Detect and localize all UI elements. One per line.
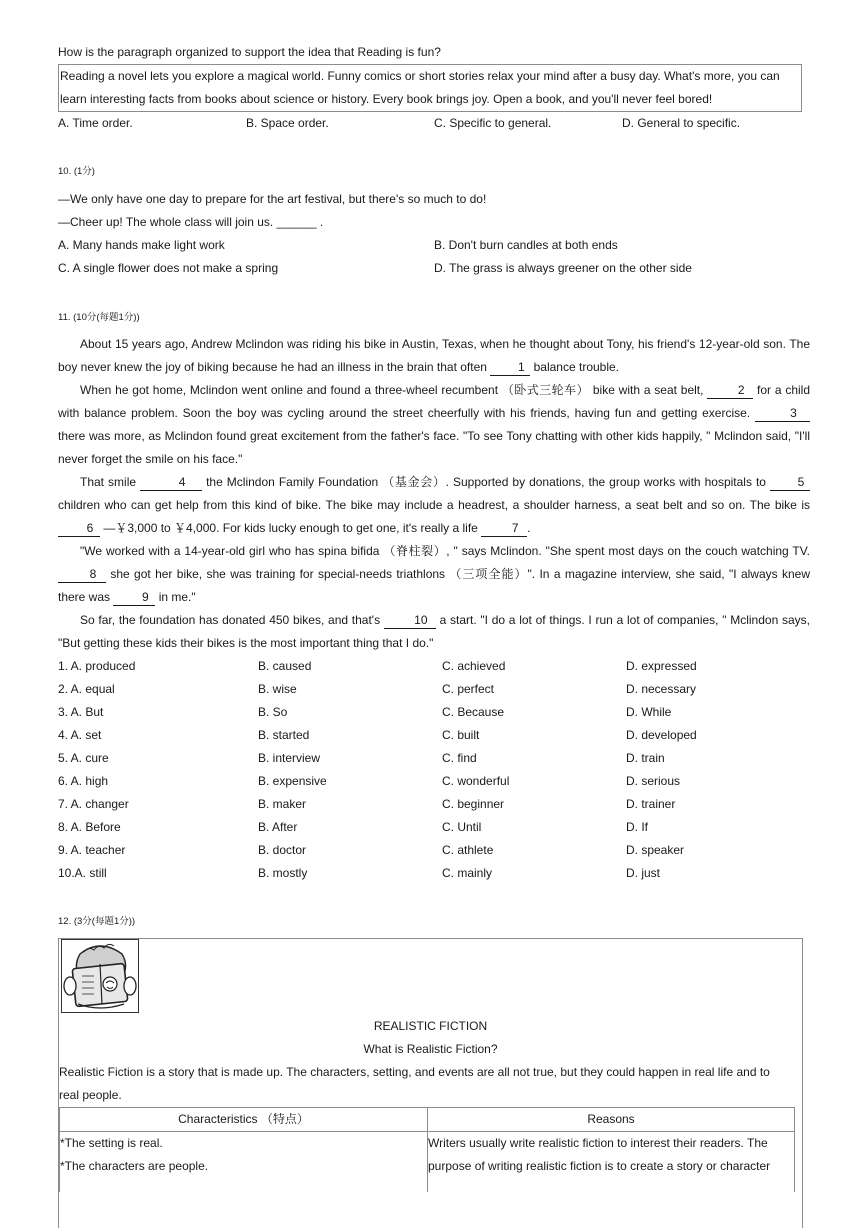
q11-option-row — [58, 770, 810, 793]
q11-text: "We worked with a 14-year-old girl who has spina bifida （脊柱裂）, " says Mclindon. "She spent most days on the couch watching TV. — [80, 544, 810, 558]
blank-10[interactable]: 10 — [384, 612, 436, 629]
q11-text: a start. "I do a lot of things. I run a lot of companies, " Mclindon says, "But getting these kids their bikes is the most important thing that I do." — [58, 613, 810, 650]
q9-option-b[interactable]: B. Space order. — [246, 116, 329, 130]
q11-item-10-option-a[interactable]: 10.A. still — [58, 866, 107, 880]
q11-item-2-option-d[interactable]: D. necessary — [626, 682, 697, 696]
q9-passage-line-1: Reading a novel lets you explore a magical world. Funny comics or short stories relax your mind after a busy day. What's more, you can — [60, 69, 780, 83]
blank-6[interactable]: 6 — [58, 520, 100, 537]
q11-item-2-option-c[interactable]: C. perfect — [442, 682, 495, 696]
q11-item-2-option-a[interactable]: 2. A. equal — [58, 682, 115, 696]
q11-item-6-option-d[interactable]: D. serious — [626, 774, 681, 788]
q12-definition-line-1: Realistic Fiction is a story that is made up. The characters, setting, and events are all not true, but they could happen in real life and to — [59, 1065, 770, 1079]
q11-item-5-option-a[interactable]: 5. A. cure — [58, 751, 109, 765]
q11-item-1-option-d[interactable]: D. expressed — [626, 659, 697, 673]
q11-item-8-option-c[interactable]: C. Until — [442, 820, 482, 834]
q11-option-row — [58, 747, 810, 770]
q11-item-7-option-b[interactable]: B. maker — [258, 797, 307, 811]
q11-item-5-option-c[interactable]: C. find — [442, 751, 477, 765]
q12-number: 12. (3分(每题1分)) — [58, 916, 136, 927]
q11-item-10-option-b[interactable]: B. mostly — [258, 866, 308, 880]
table-header-characteristics: Characteristics （特点） — [60, 1108, 428, 1132]
q11-text: When he got home, Mclindon went online and found a three-wheel recumbent （卧式三轮车） bike with a seat belt, — [80, 383, 708, 397]
q11-item-10-option-c[interactable]: C. mainly — [442, 866, 493, 880]
q11-option-row — [58, 839, 810, 862]
q11-option-row — [58, 655, 810, 678]
q9-stem: How is the paragraph organized to support the idea that Reading is fun? — [58, 45, 441, 59]
q11-option-row — [58, 678, 810, 701]
q11-item-6-option-a[interactable]: 6. A. high — [58, 774, 109, 788]
q10-dialogue-1: —We only have one day to prepare for the art festival, but there's so much to do! — [58, 192, 487, 206]
q11-paragraph-3 — [58, 471, 810, 540]
q11-item-5-option-d[interactable]: D. train — [626, 751, 665, 765]
characteristic-1: *The setting is real. — [60, 1136, 163, 1150]
q11-option-row — [58, 816, 810, 839]
q11-item-4-option-a[interactable]: 4. A. set — [58, 728, 102, 742]
q11-item-9-option-b[interactable]: B. doctor — [258, 843, 307, 857]
q11-item-7-option-a[interactable]: 7. A. changer — [58, 797, 129, 811]
q11-text: the Mclindon Family Foundation （基金会）. Supported by donations, the group works with hospitals to — [202, 475, 771, 489]
q11-options-grid — [58, 655, 810, 885]
q11-item-5-option-b[interactable]: B. interview — [258, 751, 321, 765]
q11-option-row — [58, 793, 810, 816]
q11-paragraph-2 — [58, 379, 810, 471]
q9-option-a[interactable]: A. Time order. — [58, 116, 133, 130]
table-header-row — [60, 1108, 795, 1132]
q11-text: for a child with balance problem. Soon the boy was cycling around the street cheerfully with his friends, having fun and getting exercise. — [58, 383, 811, 420]
q10-options-row-1 — [58, 234, 810, 257]
q12-definition-line-2: real people. — [59, 1088, 122, 1102]
q11-item-4-option-c[interactable]: C. built — [442, 728, 480, 742]
q9-passage-box — [58, 64, 802, 112]
blank-8[interactable]: 8 — [58, 566, 106, 583]
blank-2[interactable]: 2 — [707, 382, 753, 399]
q12-passage-box — [58, 938, 803, 1228]
q12-subtitle: What is Realistic Fiction? — [363, 1042, 498, 1056]
q11-option-row — [58, 724, 810, 747]
q11-option-row — [58, 862, 810, 885]
q11-text: children who can get help from this kind of bike. The bike may include a headrest, a shoulder harness, a seat belt and so on. The bike is — [58, 498, 810, 512]
q11-text: —￥3,000 to ￥4,000. For kids lucky enough to get one, it's really a life — [100, 521, 482, 535]
q9-option-d[interactable]: D. General to specific. — [622, 116, 741, 130]
q10-dialogue-2: —Cheer up! The whole class will join us. ______ . — [58, 215, 324, 229]
q11-item-3-option-c[interactable]: C. Because — [442, 705, 505, 719]
question-9 — [58, 41, 810, 135]
q11-text: About 15 years ago, Andrew Mclindon was riding his bike in Austin, Texas, when he thought about Tony, his friend's 12-year-old son. The boy never knew the joy of biking because he had an illness in the brain that often — [58, 337, 810, 374]
q11-item-1-option-c[interactable]: C. achieved — [442, 659, 506, 673]
q11-item-3-option-b[interactable]: B. So — [258, 705, 288, 719]
question-12 — [58, 910, 810, 933]
q11-text: there was more, as Mclindon found great excitement from the father's face. "To see Tony chatting with other kids happily, " Mclindon said, "I'll never forget the smile on his face." — [58, 429, 810, 466]
q11-text: in me." — [155, 590, 196, 604]
q9-passage-line-2: learn interesting facts from books about science or history. Every book brings joy. Open a book, and you'll never feel bored! — [60, 92, 713, 106]
blank-4[interactable]: 4 — [140, 474, 202, 491]
q11-item-1-option-b[interactable]: B. caused — [258, 659, 312, 673]
q10-options-row-2 — [58, 257, 810, 280]
characteristics-table — [59, 1107, 795, 1192]
q11-text: she got her bike, she was training for special-needs triathlons （三项全能）". In a magazine interview, she said, "I always knew there was — [58, 567, 810, 604]
question-11 — [58, 306, 810, 885]
q11-item-3-option-a[interactable]: 3. A. But — [58, 705, 104, 719]
characteristic-2: *The characters are people. — [60, 1159, 209, 1173]
blank-1[interactable]: 1 — [490, 359, 530, 376]
q11-item-7-option-d[interactable]: D. trainer — [626, 797, 676, 811]
q11-item-4-option-d[interactable]: D. developed — [626, 728, 697, 742]
q11-item-4-option-b[interactable]: B. started — [258, 728, 310, 742]
q12-title: REALISTIC FICTION — [373, 1019, 488, 1033]
blank-9[interactable]: 9 — [113, 589, 155, 606]
q10-option-a[interactable]: A. Many hands make light work — [58, 238, 225, 252]
q9-options — [58, 112, 810, 135]
q11-number: 11. (10分(每题1分)) — [58, 312, 140, 323]
q11-item-8-option-d[interactable]: D. If — [626, 820, 649, 834]
blank-7[interactable]: 7 — [481, 520, 527, 537]
q11-paragraph-4 — [58, 540, 810, 609]
q11-item-3-option-d[interactable]: D. While — [626, 705, 672, 719]
q11-option-row — [58, 701, 810, 724]
blank-5[interactable]: 5 — [770, 474, 810, 491]
q11-text: So far, the foundation has donated 450 bikes, and that's — [80, 613, 384, 627]
girl-reading-book-icon — [62, 940, 138, 1012]
q11-item-6-option-c[interactable]: C. wonderful — [442, 774, 510, 788]
characteristics-cell — [60, 1132, 428, 1193]
q10-number: 10. (1分) — [58, 166, 95, 177]
q11-paragraph-1 — [58, 333, 810, 379]
table-row — [60, 1132, 795, 1193]
q11-item-8-option-b[interactable]: B. After — [258, 820, 298, 834]
q11-item-8-option-a[interactable]: 8. A. Before — [58, 820, 121, 834]
q10-option-c[interactable]: C. A single flower does not make a spring — [58, 261, 279, 275]
q11-item-9-option-c[interactable]: C. athlete — [442, 843, 494, 857]
q11-passage — [58, 333, 810, 655]
q11-text: That smile — [80, 475, 141, 489]
q11-item-7-option-c[interactable]: C. beginner — [442, 797, 505, 811]
q11-text: . — [527, 521, 531, 535]
blank-3[interactable]: 3 — [755, 405, 810, 422]
table-header-reasons: Reasons — [428, 1108, 795, 1132]
q9-option-c[interactable]: C. Specific to general. — [434, 116, 552, 130]
q11-item-10-option-d[interactable]: D. just — [626, 866, 661, 880]
reason-line-1: Writers usually write realistic fiction to interest their readers. The — [428, 1136, 768, 1150]
reason-line-2: purpose of writing realistic fiction is to create a story or character — [428, 1159, 771, 1173]
q11-item-2-option-b[interactable]: B. wise — [258, 682, 297, 696]
q11-item-9-option-d[interactable]: D. speaker — [626, 843, 685, 857]
reading-book-illustration — [61, 939, 139, 1013]
q10-option-b[interactable]: B. Don't burn candles at both ends — [434, 238, 618, 252]
reasons-cell — [428, 1132, 795, 1193]
q11-item-1-option-a[interactable]: 1. A. produced — [58, 659, 136, 673]
q11-item-6-option-b[interactable]: B. expensive — [258, 774, 327, 788]
question-10 — [58, 160, 810, 280]
q11-item-9-option-a[interactable]: 9. A. teacher — [58, 843, 126, 857]
q10-option-d[interactable]: D. The grass is always greener on the other side — [434, 261, 692, 275]
q11-text: balance trouble. — [530, 360, 620, 374]
q11-paragraph-5 — [58, 609, 810, 655]
